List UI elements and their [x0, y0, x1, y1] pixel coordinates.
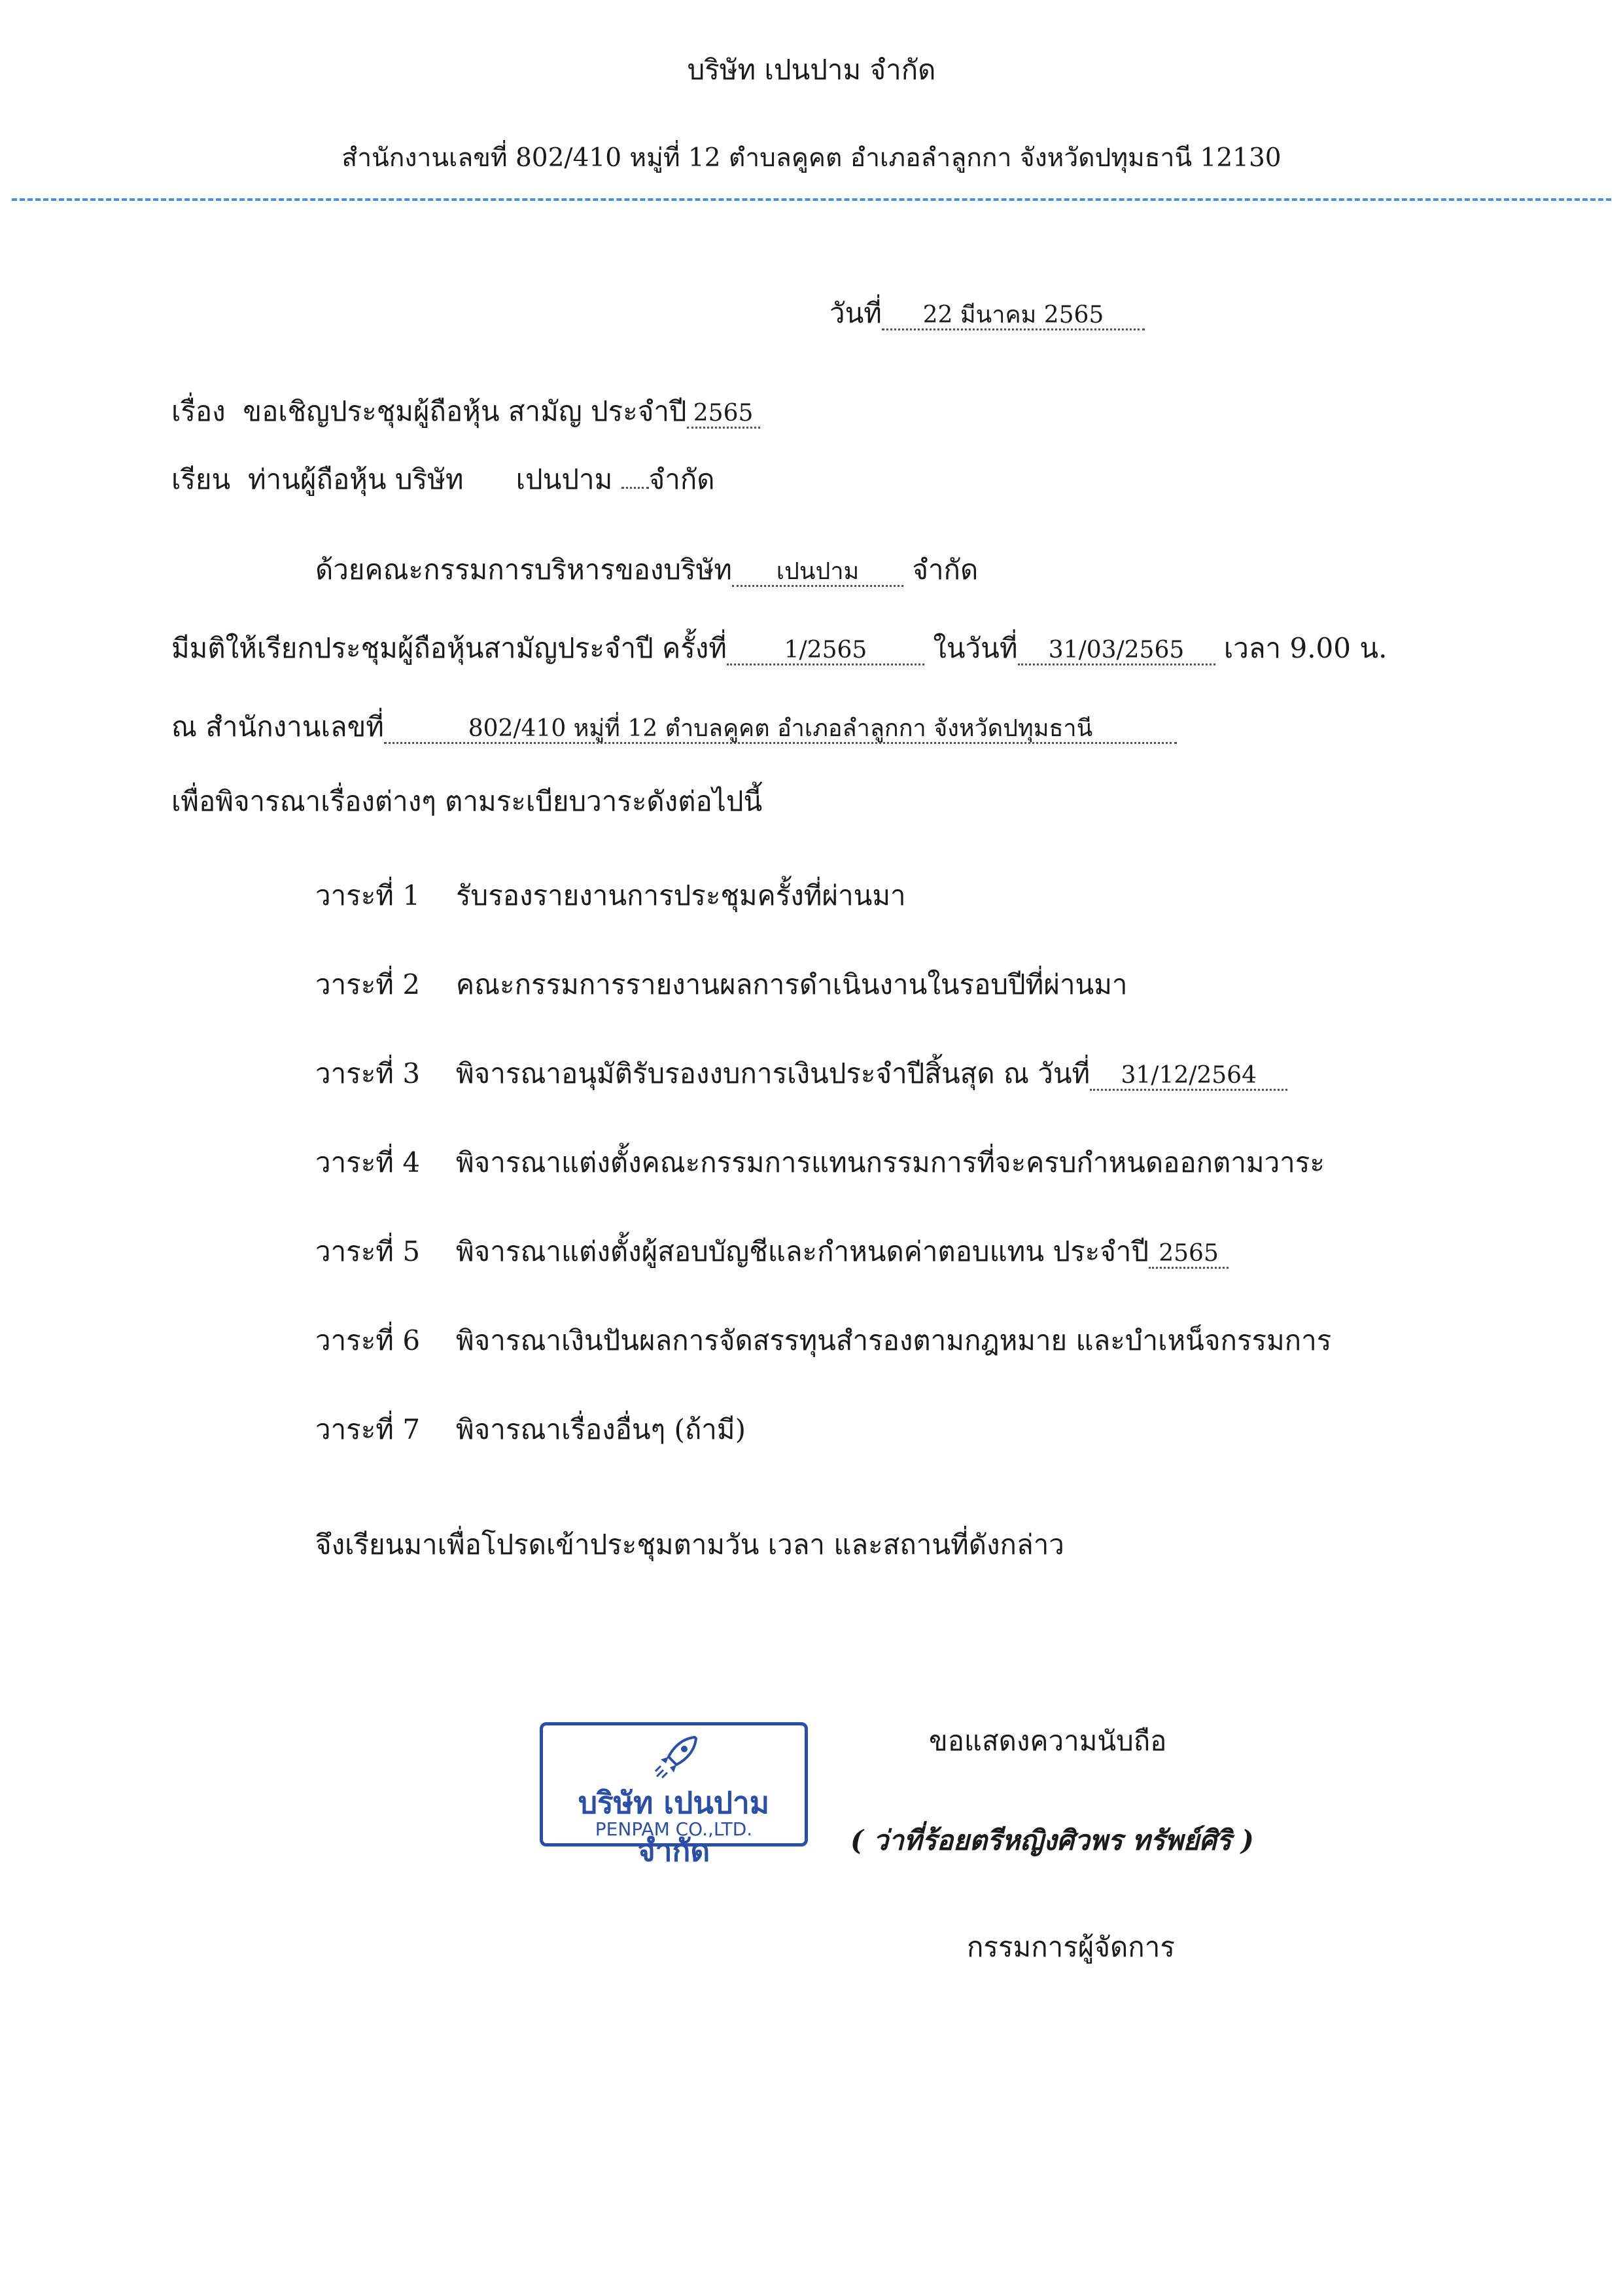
agenda-text: พิจารณาอนุมัติรับรองงบการเงินประจำปีสิ้นสุด ณ วันที่	[456, 1057, 1091, 1089]
subject-text: ขอเชิญประชุมผู้ถือหุ้น สามัญ ประจำปี	[243, 395, 687, 427]
meeting-number: 1/2565	[727, 639, 924, 665]
meeting-time: เวลา 9.00 น.	[1223, 632, 1387, 664]
body-line-1-suffix: จำกัด	[912, 554, 979, 586]
recipient-suffix: จำกัด	[648, 463, 715, 495]
agenda-label: วาระที่ 5	[315, 1235, 421, 1267]
company-stamp	[540, 1722, 808, 1868]
subject-label: เรื่อง	[171, 395, 226, 427]
agenda-label: วาระที่ 3	[315, 1057, 421, 1089]
agenda-text: พิจารณาเงินปันผลการจัดสรรทุนสำรองตามกฎหมาย และบำเหน็จกรรมการ	[456, 1324, 1332, 1356]
stamp-name-en: PENPAM CO.,LTD.	[595, 1818, 753, 1840]
company-address: สำนักงานเลขที่ 802/410 หมู่ที่ 12 ตำบลคูคต อำเภอลำลูกกา จังหวัดปทุมธานี 12130	[341, 143, 1282, 173]
stamp-name-th: บริษัท เปนปาม จำกัด	[578, 1785, 770, 1868]
date-line	[829, 297, 1145, 330]
header-divider	[12, 198, 1611, 201]
body-line-4: เพื่อพิจารณาเรื่องต่างๆ ตามระเบียบวาระดังต่อไปนี้	[171, 785, 763, 817]
agenda-item-3	[315, 1057, 1287, 1091]
regards-text: ขอแสดงความนับถือ	[929, 1725, 1167, 1757]
agenda-item-6	[315, 1324, 1332, 1356]
closing-text: จึงเรียนมาเพื่อโปรดเข้าประชุมตามวัน เวลา และสถานที่ดังกล่าว	[315, 1528, 1064, 1561]
company-name: บริษัท เปนปาม จำกัด	[687, 54, 936, 86]
body-line-2-prefix: มีมติให้เรียกประชุมผู้ถือหุ้นสามัญประจำปี ครั้งที่	[171, 632, 727, 664]
body-line-1-prefix: ด้วยคณะกรรมการบริหารของบริษัท	[315, 554, 732, 586]
recipient-line	[171, 463, 715, 495]
date-label: วันที่	[829, 297, 882, 329]
agenda-item-5	[315, 1235, 1229, 1269]
meeting-place: 802/410 หมู่ที่ 12 ตำบลคูคต อำเภอลำลูกกา จังหวัดปทุมธานี	[384, 717, 1177, 744]
subject-year: 2565	[687, 402, 760, 429]
agenda-label: วาระที่ 7	[315, 1413, 421, 1445]
agenda-text: พิจารณาแต่งตั้งผู้สอบบัญชีและกำหนดค่าตอบแทน ประจำปี	[456, 1235, 1149, 1267]
body-company: เปนปาม	[732, 560, 903, 587]
agenda-label: วาระที่ 6	[315, 1324, 421, 1356]
body-line-3	[171, 713, 1177, 744]
agenda-item-4	[315, 1146, 1325, 1178]
agenda-text: คณะกรรมการรายงานผลการดำเนินงานในรอบปีที่ผ่านมา	[456, 968, 1128, 1000]
agenda-label: วาระที่ 2	[315, 968, 421, 1000]
body-line-3-prefix: ณ สำนักงานเลขที่	[171, 711, 384, 743]
agenda-fill: 2565	[1149, 1242, 1229, 1269]
subject-line	[171, 395, 760, 429]
recipient-company: เปนปาม	[515, 463, 613, 495]
agenda-label: วาระที่ 4	[315, 1146, 421, 1178]
recipient-text: ท่านผู้ถือหุ้น บริษัท	[247, 463, 464, 495]
body-line-1	[315, 556, 978, 587]
signatory-position: กรรมการผู้จัดการ	[967, 1931, 1175, 1963]
meeting-date: 31/03/2565	[1018, 639, 1215, 665]
agenda-text: พิจารณาเรื่องอื่นๆ (ถ้ามี)	[456, 1413, 746, 1445]
agenda-text: พิจารณาแต่งตั้งคณะกรรมการแทนกรรมการที่จะครบกำหนดออกตามวาระ	[456, 1146, 1325, 1178]
agenda-item-2	[315, 968, 1128, 1000]
body-line-2	[171, 632, 1387, 665]
agenda-text: รับรองรายงานการประชุมครั้งที่ผ่านมา	[456, 879, 906, 911]
agenda-item-1	[315, 879, 906, 911]
meeting-date-label: ในวันที่	[933, 632, 1018, 664]
date-value: 22 มีนาคม 2565	[882, 304, 1145, 330]
rocket-icon	[654, 1733, 700, 1779]
recipient-blank	[621, 486, 649, 489]
signatory-name: ( ว่าที่ร้อยตรีหญิงศิวพร ทรัพย์ศิริ )	[850, 1824, 1254, 1856]
agenda-item-7	[315, 1413, 746, 1445]
agenda-fill: 31/12/2564	[1090, 1064, 1287, 1091]
recipient-label: เรียน	[171, 463, 231, 495]
agenda-label: วาระที่ 1	[315, 879, 421, 911]
